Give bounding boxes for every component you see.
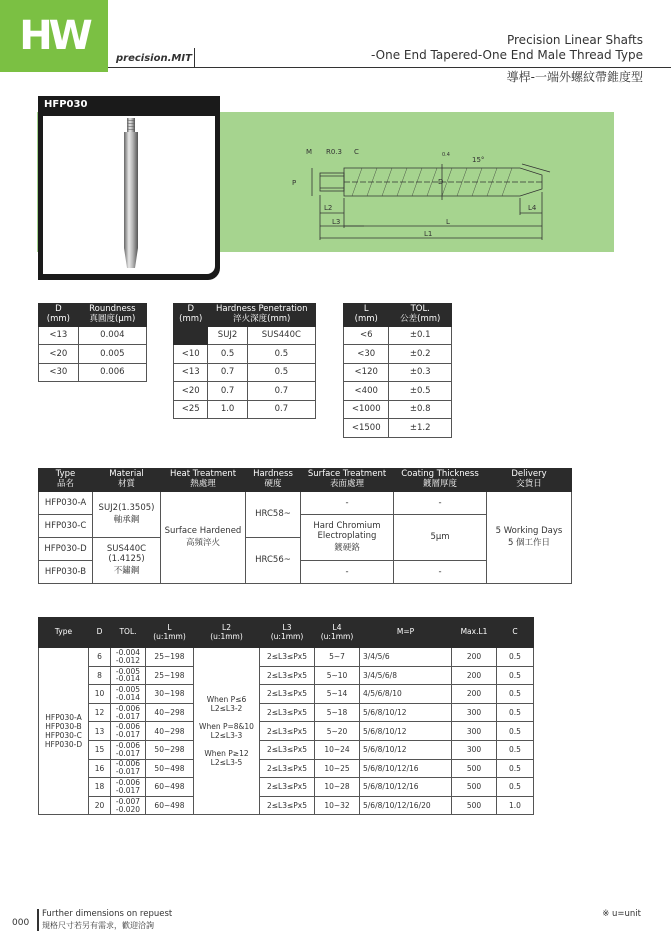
table-cell: <400 xyxy=(344,382,389,401)
table-cell: -0.007 -0.020 xyxy=(111,796,146,815)
table-cell: 0.005 xyxy=(78,345,146,364)
col-hardness: Hardness 硬度 xyxy=(246,469,301,492)
table-cell: <13 xyxy=(174,363,208,382)
table-row xyxy=(39,740,534,759)
table-cell: -0.006 -0.017 xyxy=(111,778,146,797)
col-mp: M=P xyxy=(360,618,452,648)
table-cell: 8 xyxy=(89,666,111,685)
table-cell: ±0.3 xyxy=(389,363,452,382)
table-cell: - xyxy=(301,491,394,514)
table-cell: 200 xyxy=(452,648,497,667)
table-cell: When P≤6 L2≤L3-2 When P=8&10 L2≤L3-3 When P≥12 L2≤L3-5 xyxy=(194,648,260,815)
col-d: D (mm) xyxy=(39,304,79,327)
col-d: D (mm) xyxy=(174,304,208,345)
table-cell: 5/6/8/10/12/16 xyxy=(360,778,452,797)
table-cell: 1.0 xyxy=(497,796,534,815)
header-divider xyxy=(194,48,195,67)
table-cell: 0.5 xyxy=(497,666,534,685)
table-cell: 0.7 xyxy=(208,363,247,382)
table-cell: <1000 xyxy=(344,400,389,419)
table-cell: 10~32 xyxy=(315,796,360,815)
unit-note: ※ u=unit xyxy=(602,909,641,919)
table-cell: 5/6/8/10/12 xyxy=(360,722,452,741)
table-cell: 2≤L3≤Px5 xyxy=(260,740,315,759)
table-cell: 2≤L3≤Px5 xyxy=(260,685,315,704)
table-cell: 20 xyxy=(89,796,111,815)
product-code: HFP030 xyxy=(38,96,220,114)
table-cell: 500 xyxy=(452,778,497,797)
table-row xyxy=(39,345,147,364)
col-coating-thickness: Coating Thickness 鍍層厚度 xyxy=(394,469,487,492)
table-cell: 25~198 xyxy=(146,666,194,685)
table-cell: ±0.5 xyxy=(389,382,452,401)
table-cell: 13 xyxy=(89,722,111,741)
table-cell: <30 xyxy=(39,363,79,382)
table-cell: 2≤L3≤Px5 xyxy=(260,796,315,815)
table-cell: 0.004 xyxy=(78,326,146,345)
table-cell: 12 xyxy=(89,703,111,722)
label-l3: L3 xyxy=(332,218,341,226)
footer-note: Further dimensions on repuest xyxy=(42,909,173,919)
table-cell: -0.006 -0.017 xyxy=(111,740,146,759)
table-cell: 0.5 xyxy=(497,740,534,759)
table-row xyxy=(174,400,316,419)
table-cell: 0.5 xyxy=(497,648,534,667)
table-row xyxy=(344,382,452,401)
label-d: D xyxy=(438,178,444,186)
hardness-penetration-table xyxy=(173,303,316,419)
table-cell: -0.006 -0.017 xyxy=(111,759,146,778)
table-cell: 0.5 xyxy=(497,703,534,722)
table-cell: 15 xyxy=(89,740,111,759)
table-cell: 0.7 xyxy=(247,382,315,401)
table-cell: 300 xyxy=(452,722,497,741)
length-tolerance-table xyxy=(343,303,452,438)
col-material: Material 材質 xyxy=(93,469,161,492)
col-delivery: Delivery 交貨日 xyxy=(487,469,572,492)
brand-logo: HW xyxy=(0,0,108,72)
specification-table xyxy=(38,468,572,584)
table-cell: HFP030-B xyxy=(39,560,93,583)
table-row xyxy=(39,363,147,382)
table-cell: 3/4/5/6 xyxy=(360,648,452,667)
table-cell: 5~10 xyxy=(315,666,360,685)
col-tol: TOL. xyxy=(111,618,146,648)
table-cell: -0.006 -0.017 xyxy=(111,703,146,722)
table-cell: 10~25 xyxy=(315,759,360,778)
footer-note-cn: 規格尺寸若另有需求，歡迎洽詢 xyxy=(42,921,154,930)
table-row xyxy=(39,666,534,685)
table-cell: 0.7 xyxy=(247,400,315,419)
table-cell: <6 xyxy=(344,326,389,345)
label-l: L xyxy=(446,218,450,226)
table-cell: 5/6/8/10/12 xyxy=(360,703,452,722)
page-subtitle: -One End Tapered-One End Male Thread Type xyxy=(370,48,643,62)
table-cell: 5~14 xyxy=(315,685,360,704)
table-cell: Hard Chromium Electroplating 鍍硬鉻 xyxy=(301,514,394,560)
table-row xyxy=(344,345,452,364)
table-row xyxy=(39,703,534,722)
table-cell: 60~498 xyxy=(146,778,194,797)
table-cell: 500 xyxy=(452,759,497,778)
table-cell: 200 xyxy=(452,666,497,685)
table-cell: 300 xyxy=(452,703,497,722)
table-cell: 10 xyxy=(89,685,111,704)
table-cell: - xyxy=(394,491,487,514)
page-title: Precision Linear Shafts xyxy=(506,33,643,47)
table-cell: 40~298 xyxy=(146,703,194,722)
table-cell: 0.7 xyxy=(208,382,247,401)
table-cell: 300 xyxy=(452,740,497,759)
table-cell: 0.5 xyxy=(497,778,534,797)
table-cell: 5μm xyxy=(394,514,487,560)
label-m: M xyxy=(306,148,313,156)
table-cell: 18 xyxy=(89,778,111,797)
table-cell: 2≤L3≤Px5 xyxy=(260,722,315,741)
table-cell: 0.5 xyxy=(497,759,534,778)
col-type: Type xyxy=(39,618,89,648)
table-cell: 6 xyxy=(89,648,111,667)
table-cell: 50~498 xyxy=(146,759,194,778)
table-cell: 5~7 xyxy=(315,648,360,667)
table-cell: 5/6/8/10/12 xyxy=(360,740,452,759)
page-number: 000 xyxy=(12,918,30,928)
table-cell: 0.5 xyxy=(247,363,315,382)
table-cell: 5~18 xyxy=(315,703,360,722)
label-l4: L4 xyxy=(528,204,537,212)
table-cell: 0.5 xyxy=(247,345,315,364)
table-cell: 10~28 xyxy=(315,778,360,797)
table-cell: 30~198 xyxy=(146,685,194,704)
table-cell: 5/6/8/10/12/16 xyxy=(360,759,452,778)
table-cell: HFP030-A xyxy=(39,491,93,514)
table-cell: <30 xyxy=(344,345,389,364)
table-cell: 1.0 xyxy=(208,400,247,419)
dimension-table xyxy=(38,617,534,815)
table-row xyxy=(344,419,452,438)
table-cell: HRC56~ xyxy=(246,537,301,583)
table-cell: ±0.2 xyxy=(389,345,452,364)
table-cell: 4/5/6/8/10 xyxy=(360,685,452,704)
table-row xyxy=(344,363,452,382)
table-row xyxy=(174,363,316,382)
table-cell: 2≤L3≤Px5 xyxy=(260,703,315,722)
table-cell: 0.5 xyxy=(208,345,247,364)
label-r: R0.3 xyxy=(326,148,342,156)
col-heat-treatment: Heat Treatment 熱處理 xyxy=(161,469,246,492)
table-cell: 40~298 xyxy=(146,722,194,741)
table-cell: HFP030-D xyxy=(39,537,93,560)
table-cell: 3/4/5/6/8 xyxy=(360,666,452,685)
table-cell: ±1.2 xyxy=(389,419,452,438)
table-cell: -0.005 -0.014 xyxy=(111,685,146,704)
table-cell: 2≤L3≤Px5 xyxy=(260,666,315,685)
label-roughness: 0.4 xyxy=(442,152,450,158)
table-cell: ±0.8 xyxy=(389,400,452,419)
table-cell: <120 xyxy=(344,363,389,382)
table-row xyxy=(39,759,534,778)
table-cell: 0.5 xyxy=(497,722,534,741)
table-cell: <20 xyxy=(174,382,208,401)
table-cell: 10~24 xyxy=(315,740,360,759)
table-row xyxy=(39,491,572,514)
table-cell: 500 xyxy=(452,796,497,815)
table-cell: 200 xyxy=(452,685,497,704)
table-cell: SUJ2(1.3505) 軸承鋼 xyxy=(93,491,161,537)
sub-suj2: SUJ2 xyxy=(208,326,247,345)
table-cell: HFP030-C xyxy=(39,514,93,537)
label-l1: L1 xyxy=(424,230,433,238)
col-surface-treatment: Surface Treatment 表面處理 xyxy=(301,469,394,492)
table-row xyxy=(39,648,534,667)
product-photo-panel xyxy=(38,96,220,280)
table-row xyxy=(39,796,534,815)
col-l2: L2 (u:1mm) xyxy=(194,618,260,648)
technical-drawing xyxy=(282,140,582,250)
table-cell: <1500 xyxy=(344,419,389,438)
table-cell: HFP030-A HFP030-B HFP030-C HFP030-D xyxy=(39,648,89,815)
table-cell: Surface Hardened 高頻淬火 xyxy=(161,491,246,583)
table-cell: 16 xyxy=(89,759,111,778)
table-row xyxy=(39,326,147,345)
brand-name: precision.MIT xyxy=(116,53,192,64)
table-cell: - xyxy=(394,560,487,583)
table-cell: -0.004 -0.012 xyxy=(111,648,146,667)
table-cell: -0.005 -0.014 xyxy=(111,666,146,685)
col-roundness: Roundness 真圓度(μm) xyxy=(78,304,146,327)
col-l: L (mm) xyxy=(344,304,389,327)
table-row xyxy=(39,685,534,704)
table-cell: <25 xyxy=(174,400,208,419)
label-l2: L2 xyxy=(324,204,333,212)
table-cell: <10 xyxy=(174,345,208,364)
table-cell: ±0.1 xyxy=(389,326,452,345)
roundness-table xyxy=(38,303,147,382)
table-cell: - xyxy=(301,560,394,583)
table-cell: 2≤L3≤Px5 xyxy=(260,759,315,778)
table-cell: 25~198 xyxy=(146,648,194,667)
table-cell: <13 xyxy=(39,326,79,345)
table-cell: 0.5 xyxy=(497,685,534,704)
table-cell: <20 xyxy=(39,345,79,364)
table-cell: SUS440C (1.4125) 不鏽鋼 xyxy=(93,537,161,583)
table-row xyxy=(174,345,316,364)
col-d: D xyxy=(89,618,111,648)
product-photo xyxy=(43,116,215,274)
label-p: P xyxy=(292,179,297,187)
col-l3: L3 (u:1mm) xyxy=(260,618,315,648)
page-title-cn: 導桿-一端外螺紋帶錐度型 xyxy=(506,70,643,84)
label-c: C xyxy=(354,148,359,156)
table-row xyxy=(39,722,534,741)
table-row xyxy=(174,382,316,401)
label-angle: 15° xyxy=(472,156,485,164)
table-cell: -0.006 -0.017 xyxy=(111,722,146,741)
table-cell: 5/6/8/10/12/16/20 xyxy=(360,796,452,815)
col-l: L (u:1mm) xyxy=(146,618,194,648)
table-row xyxy=(344,326,452,345)
table-cell: 50~298 xyxy=(146,740,194,759)
col-type: Type 品名 xyxy=(39,469,93,492)
sub-sus440c: SUS440C xyxy=(247,326,315,345)
col-penetration: Hardness Penetration 淬火深度(mm) xyxy=(208,304,316,327)
table-cell: HRC58~ xyxy=(246,491,301,537)
col-c: C xyxy=(497,618,534,648)
footer-bar xyxy=(37,909,39,931)
table-cell: 2≤L3≤Px5 xyxy=(260,778,315,797)
table-row xyxy=(344,400,452,419)
col-maxl1: Max.L1 xyxy=(452,618,497,648)
table-cell: 5~20 xyxy=(315,722,360,741)
table-row xyxy=(39,778,534,797)
table-cell: 0.006 xyxy=(78,363,146,382)
table-cell: 5 Working Days 5 個工作日 xyxy=(487,491,572,583)
col-l4: L4 (u:1mm) xyxy=(315,618,360,648)
col-tol: TOL. 公差(mm) xyxy=(389,304,452,327)
table-cell: 60~498 xyxy=(146,796,194,815)
table-cell: 2≤L3≤Px5 xyxy=(260,648,315,667)
